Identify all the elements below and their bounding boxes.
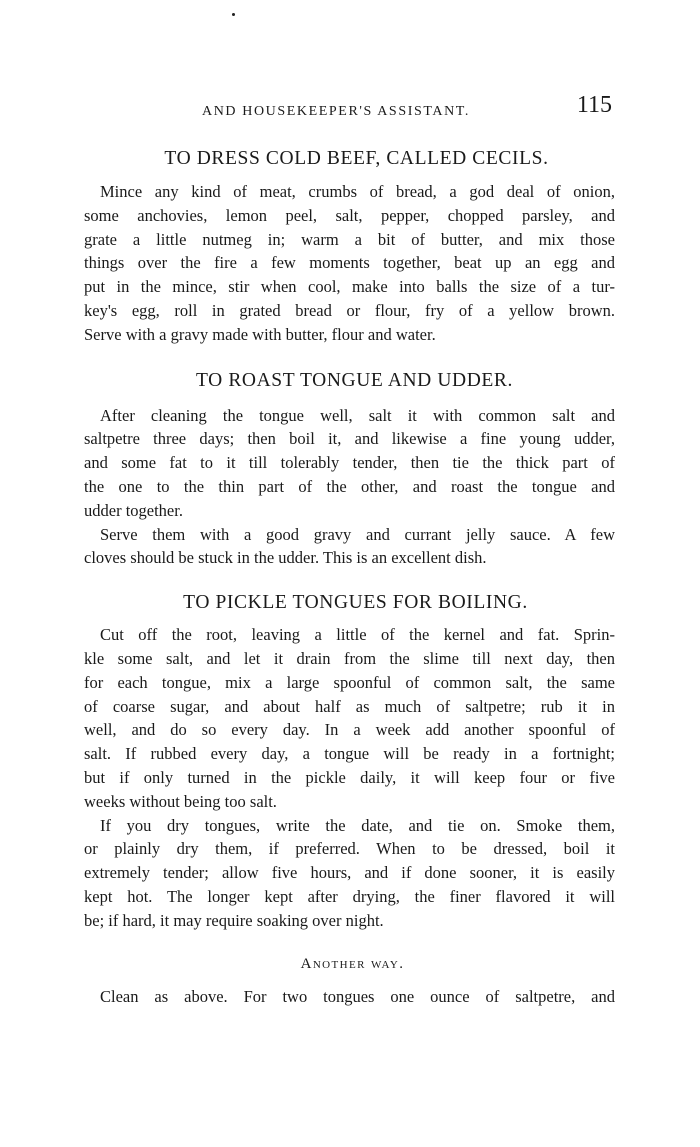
text-line: udder together. <box>84 500 183 520</box>
text-line: and some fat to it till tolerably tender, then tie the thick part of <box>84 453 615 473</box>
text-line: be; if hard, it may require soaking over night. <box>84 910 384 930</box>
text-line: Clean as above. For two tongues one ounce of saltpetre, and <box>100 986 615 1006</box>
running-head: AND HOUSEKEEPER'S ASSISTANT. <box>202 104 471 119</box>
paragraph <box>84 180 615 347</box>
paragraph <box>84 985 615 1009</box>
text-line: some anchovies, lemon peel, salt, pepper, chopped parsley, and <box>84 205 615 225</box>
paragraph <box>84 814 615 933</box>
paragraph <box>84 523 615 571</box>
paragraph <box>84 404 615 523</box>
text-line: Serve them with a good gravy and currant jelly sauce. A few <box>100 524 615 544</box>
text-line: extremely tender; allow five hours, and if done sooner, it is easily <box>84 863 615 883</box>
page-number: 115 <box>576 92 612 118</box>
text-line: of coarse sugar, and about half as much of saltpetre; rub it in <box>84 696 615 716</box>
text-line: key's egg, roll in grated bread or flour, fry of a yellow brown. <box>84 300 615 320</box>
text-line: kept hot. The longer kept after drying, the finer flavored it will <box>84 886 615 906</box>
text-line: Mince any kind of meat, crumbs of bread, a god deal of onion, <box>100 182 615 201</box>
paragraph <box>84 623 615 813</box>
text-line: kle some salt, and let it drain from the slime till next day, then <box>84 648 615 668</box>
text-line: well, and do so every day. In a week add another spoonful of <box>84 720 615 740</box>
text-line: After cleaning the tongue well, salt it with common salt and <box>100 405 615 425</box>
text-line: If you dry tongues, write the date, and tie on. Smoke them, <box>100 815 615 835</box>
text-line: Serve with a gravy made with butter, flour and water. <box>84 324 436 344</box>
section-title: TO ROAST TONGUE AND UDDER. <box>196 369 513 391</box>
text-line: cloves should be stuck in the udder. This is an excellent dish. <box>84 548 487 568</box>
text-line: weeks without being too salt. <box>84 791 277 811</box>
section-subtitle: Another way. <box>300 955 405 972</box>
section-title: TO PICKLE TONGUES FOR BOILING. <box>183 592 528 614</box>
text-line: grate a little nutmeg in; warm a bit of butter, and mix those <box>84 229 615 249</box>
text-line: put in the mince, stir when cool, make into balls the size of a tur- <box>84 277 615 297</box>
page-header <box>84 88 614 128</box>
text-line: for each tongue, mix a large spoonful of common salt, the same <box>84 672 615 692</box>
section-title: TO DRESS COLD BEEF, CALLED CECILS. <box>164 148 549 169</box>
page-content <box>84 148 615 1008</box>
text-line: Cut off the root, leaving a little of the kernel and fat. Sprin- <box>100 625 615 645</box>
text-line: the one to the thin part of the other, and roast the tongue and <box>84 476 615 496</box>
text-line: saltpetre three days; then boil it, and likewise a fine young udder, <box>84 429 615 449</box>
text-line: things over the fire a few moments together, beat up an egg and <box>84 253 615 273</box>
text-line: or plainly dry them, if preferred. When to be dressed, boil it <box>84 839 615 859</box>
text-line: but if only turned in the pickle daily, it will keep four or five <box>84 767 615 787</box>
text-line: salt. If rubbed every day, a tongue will be ready in a fortnight; <box>84 744 615 764</box>
print-speck <box>232 13 235 16</box>
